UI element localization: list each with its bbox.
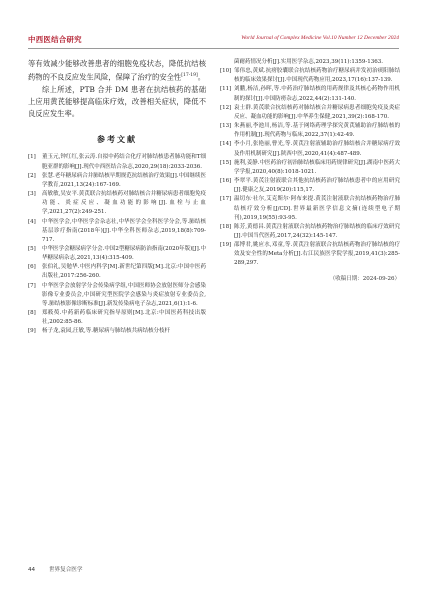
right-column [220, 58, 400, 284]
reference-text: 菌耐药情况分析[J].实用医学杂志,2023,39(11):1359-1363. [234, 59, 383, 65]
reference-item [220, 159, 400, 177]
reference-number: [6] [28, 264, 36, 271]
reference-item [28, 218, 206, 245]
reference-number: [4] [28, 218, 36, 225]
reference-number: [17] [220, 196, 232, 203]
reference-number: [13] [220, 123, 232, 130]
reference-number: [9] [28, 328, 36, 335]
reference-number: [14] [220, 141, 232, 148]
reference-number [220, 58, 234, 67]
reference-number: [19] [220, 242, 232, 249]
left-column [28, 58, 206, 337]
reference-number: [18] [220, 223, 232, 230]
reference-number: [3] [28, 191, 36, 198]
reference-item [220, 67, 400, 85]
references-heading: 参考文献 [97, 135, 137, 145]
reference-number: [12] [220, 104, 232, 111]
reference-number: [16] [220, 178, 232, 185]
reference-list-right [220, 58, 400, 269]
reference-number: [1] [28, 154, 36, 161]
body-paragraph-2: 综上所述，PTB 合并 DM 患者在抗结核药的基础上应用黄芪能够提高临床疗效，改善相关症状，降低不良反应发生率。 [28, 84, 206, 119]
reference-number: [5] [28, 246, 36, 252]
reference-text: 温切东·社尔,艾克斯尔·阿布来提.黄芪注射液联合抗结核药物治疗肺结核疗效分析[J/CD].世界最新医学信息文摘(连续型电子期刊),2019,19(55):93-95. [234, 196, 400, 221]
reference-text: 邹伟忠,黄斌.抗痨胶囊联合抗结核药物治疗糖尿病并发初治痰阳肺结核的临床效果探讨[J].中国现代药物应用,2023,17(16):137-139. [234, 68, 400, 84]
running-header [28, 34, 399, 49]
reference-item [220, 104, 400, 122]
reference-text: 陈芳,黄德昌.黄芪注射液联合抗结核药物治疗肺结核的临床疗效研究[J].中国当代医药,2017,24(32):145-147. [234, 223, 400, 239]
reference-item [220, 177, 400, 195]
reference-item [28, 282, 206, 309]
reference-item [28, 153, 206, 171]
reference-item [28, 327, 206, 336]
reference-text: 中华医学会放射学分会传染病学组,中国医师协会放射医师分会感染影像专业委员会,中国研究型医院学会感染与炎症放射专业委员会,等.肺结核影像诊断标准[J].新发传染病电子杂志,2021,6(1):1-6. [42, 282, 206, 307]
journal-name-cn: 中西医结合研究 [28, 35, 82, 44]
reference-text: 施利,姜静.中医药治疗初治肺结核临床用药规律研究[J].湖南中医药大学学报,2020,40(8):1018-1021. [234, 159, 400, 175]
reference-item [28, 309, 206, 327]
reference-item [28, 172, 206, 190]
reference-number: [8] [28, 310, 36, 317]
reference-number: [11] [220, 86, 232, 93]
reference-item [220, 58, 400, 67]
reference-item [220, 195, 400, 222]
reference-item [28, 263, 206, 281]
reference-item [220, 241, 400, 268]
reference-number: [2] [28, 172, 36, 179]
page-number: 44 [28, 567, 36, 573]
reference-item [220, 223, 400, 241]
reference-text: 郑筱萸.中药新药临床研究指导原则[M].北京:中国医药科技出版社,2002:85-86. [42, 310, 206, 326]
page-footer [28, 565, 94, 573]
reference-text: 李小月,张艳丽,曹光,等.黄芪注射液辅助治疗肺结核合并糖尿病疗效及作用机制研究[J].陕西中医,2020,41(4):487-489. [234, 141, 400, 157]
citation-superscript[interactable]: [17-19] [181, 73, 198, 79]
reference-text: 邵博君,姚应水,邓童,等.黄芪注射液联合抗结核药物治疗肺结核的疗效及安全性的Meta分析[J].右江民族医学院学报,2019,41(3):285-289,297. [234, 242, 400, 267]
reference-item [28, 190, 206, 217]
reference-text: 中华医学会,中华医学会杂志社,中华医学会全科医学分会,等.肺结核基层诊疗指南(2018年)[J].中华全科医师杂志,2019,18(8):709-717. [42, 218, 206, 243]
reference-text: 袁士群.黄芪联合抗结核药对肺结核合并糖尿病患者细胞免疫及炎症反应、凝血功能的影响[J].中华养生保健,2021,39(2):168-170. [234, 104, 400, 120]
reference-item [220, 140, 400, 158]
reference-text: 李翠平.黄芪注射液联合其他抗结核药治疗肺结核患者中的应用研究[J].健康之友,2019(20):115,17. [234, 178, 400, 194]
reference-text: 杨子龙,袁园,汪敏,等.糖尿病与肺结核共病结核分枝杆 [42, 328, 170, 335]
reference-list-left [28, 153, 206, 336]
reference-item [220, 122, 400, 140]
reference-text: 高敏敏,吴安平.黄芪联合抗结核药对肺结核合并糖尿病患者细胞免疫功能、炎症反应、凝血功能的影响[J].血栓与止血学,2021,27(2):249-251. [42, 191, 206, 216]
reference-number: [7] [28, 282, 36, 289]
body-paragraph-1: 等有效减少能够改善患者的细胞免疫状态，降低抗结核药物的不良反应发生风险，保障了治疗的安全性[17-19]。 [28, 59, 206, 82]
reference-number: [10] [220, 68, 232, 75]
reference-item [220, 85, 400, 103]
reference-text: 董玉元,钟红红,张云涛.自拟中药结合化疗对肺结核患者肺功能和T细胞亚群的影响[J].现代中西医结合杂志,2020,29(18):2033-2036. [42, 154, 206, 170]
reference-text: 中华医学会糖尿病学分会.中国2型糖尿病防治指南(2020年版)[J].中华糖尿病杂志,2021,13(4):315-409. [42, 246, 206, 262]
reference-text: 朱燕丽,李池川,杨洁,等.基于网络药理学探究黄芪辅助治疗肺结核的作用机制[J].现代药物与临床,2022,37(1):42-49. [234, 123, 400, 139]
reference-item [28, 245, 206, 263]
reference-text: 张伯礼,吴勉华.中医内科学[M].新世纪第四版[M].北京:中国中医药出版社,2017:256-260. [42, 264, 206, 280]
journal-name-en: World Journal of Complex Medicine Vol.10 Number 12 December 2024 [241, 35, 399, 41]
reference-text: 张慧.老年糖尿病合并肺结核早期规范抗结核治疗效果[J].中国继续医学教育,2021,13(24):167-169. [42, 172, 206, 188]
reference-text: 刘鹏,杨洁,孙晖,等.中药治疗肺结核的用药规律及其核心药物作用机制的探讨[J].中国防痨杂志,2022,44(2):131-140. [234, 86, 400, 102]
footer-journal-name: 世界复合医学 [48, 567, 83, 573]
received-date: （收稿日期：2024-09-26） [329, 275, 400, 282]
reference-number: [15] [220, 159, 232, 166]
